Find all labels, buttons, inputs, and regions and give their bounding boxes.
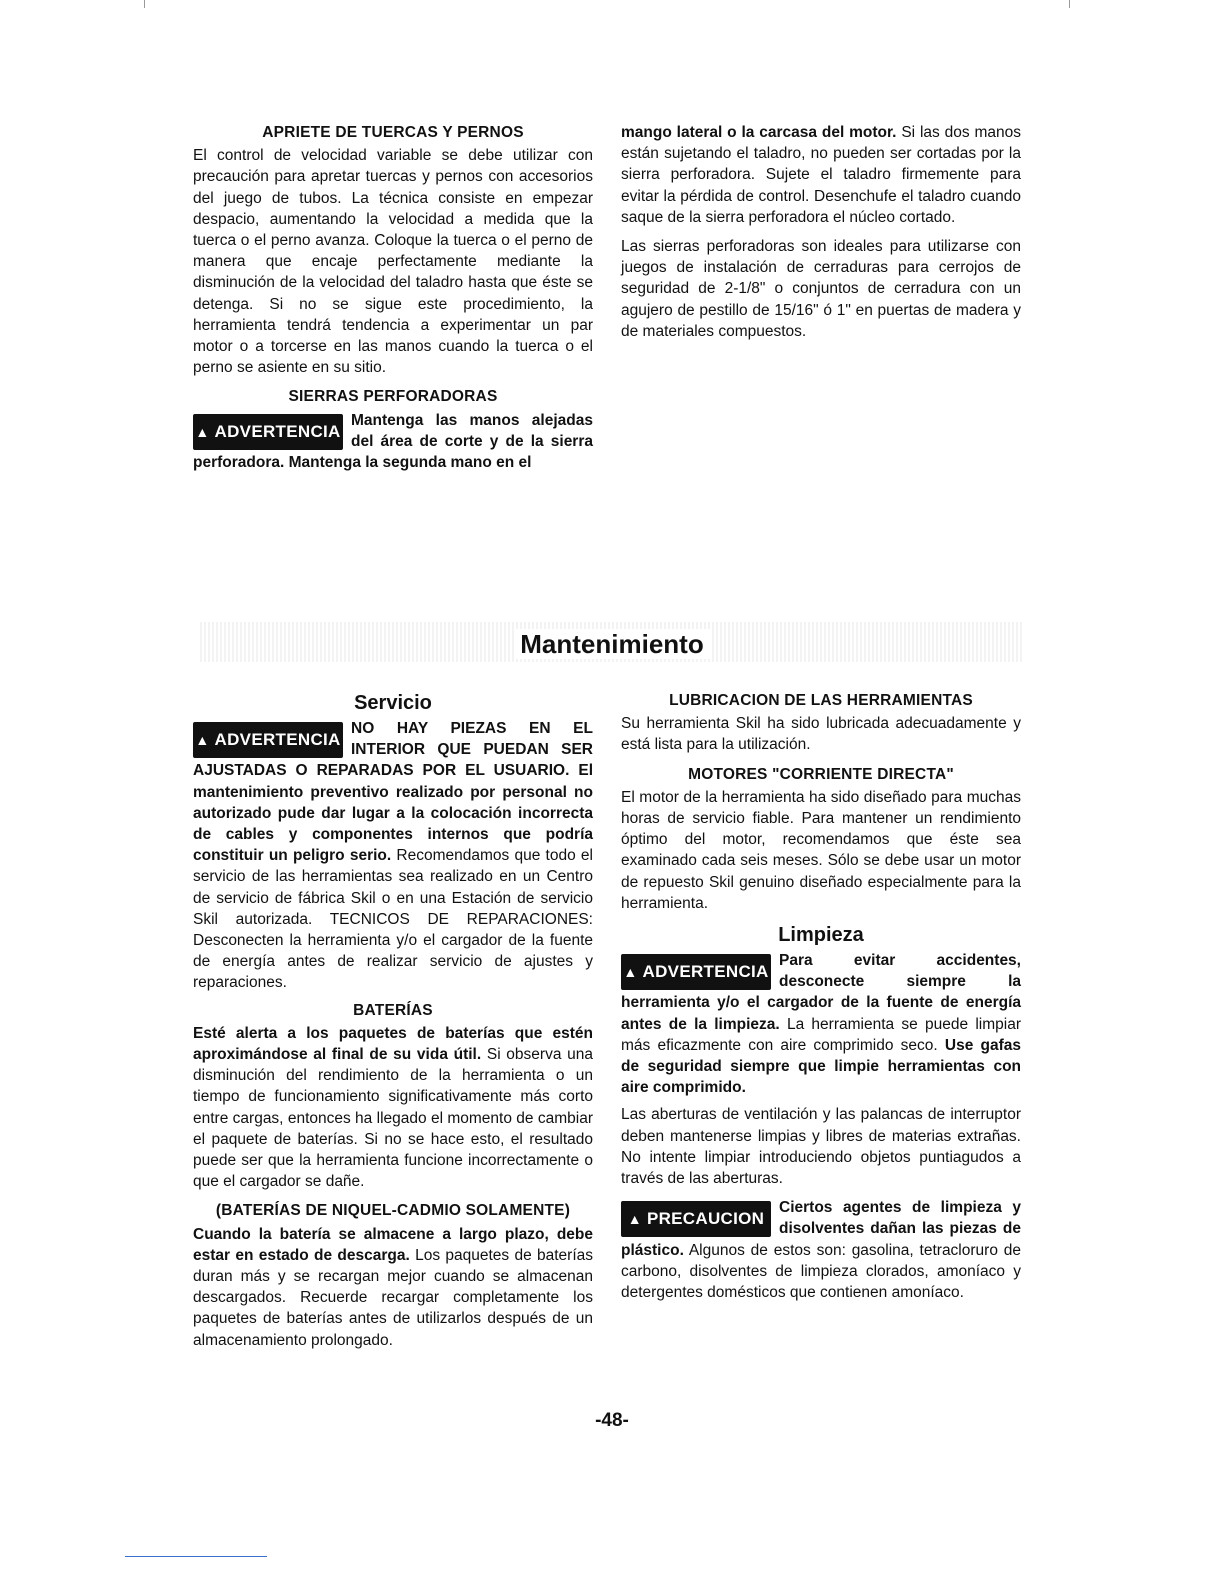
section-title [0, 627, 1224, 661]
heading-sierras: SIERRAS PERFORADORAS [288, 388, 498, 406]
warning-limpieza-bold: Para evitar accidentes, desconecte siempre la herramienta y/o el cargador de la fuente de energía antes de la limpieza. [621, 952, 1021, 1033]
section-title-text: Mantenimiento [514, 629, 709, 659]
bottom-right-column [621, 690, 1021, 1309]
warning-limpieza [621, 950, 1021, 1098]
mango-text: Si las dos manos están sujetando el taladro, no pueden ser cortadas por la sierra perforadora. Sujete el taladro firmemente para evitar la pérdida de control. Desenchufe el taladro cuando saque de la sierra perforadora el núcleo cortado. [621, 124, 1021, 226]
warning-badge [621, 954, 771, 990]
paragraph-lubricacion: Su herramienta Skil ha sido lubricada adecuadamente y está lista para la utilización. [621, 715, 1021, 754]
paragraph-motores: El motor de la herramienta ha sido diseñado para muchas horas de servicio fiable. Para mantener un rendimiento óptimo del motor, recomendamos que éste sea examinado cada seis meses. Sólo se debe usar un motor de repuesto Skil genuino diseñado especialmente para la herramienta. [621, 788, 1021, 912]
footnote-line [125, 1556, 267, 1557]
nicad-text: Los paquetes de baterías duran más y se recargan mejor cuando se almacenan descargados. Recuerde recargar completamente los paquetes de baterías antes de utilizarlos después de un almacenamiento prolongado. [193, 1246, 593, 1349]
paragraph-ventilacion: Las aberturas de ventilación y las palancas de interruptor deben mantenerse limpias y libres de materias extrañas. No intente limpiar introduciendo objetos puntiagudos a través de las aberturas. [621, 1106, 1021, 1188]
heading-apriete: APRIETE DE TUERCAS Y PERNOS [262, 124, 524, 141]
top-right-column [621, 122, 1021, 350]
warning-triangle-icon: ▲ [623, 964, 638, 981]
bottom-left-column [193, 690, 593, 1359]
caution-badge [621, 1201, 771, 1237]
warning-badge-label: ADVERTENCIA [214, 730, 341, 749]
warning-badge [193, 722, 343, 758]
baterias-text: Si observa una disminución del rendimiento de la herramienta o un tiempo de funcionamiento significativamente más corto entre cargas, entonces ha llegado el momento de cambiar el paquete de baterías. Si no se hace esto, el resultado puede ser que la herramienta funcione incorrectamente o que el cargador se dañe. [193, 1046, 593, 1191]
heading-limpieza: Limpieza [778, 924, 864, 947]
heading-motores: MOTORES "CORRIENTE DIRECTA" [688, 765, 954, 783]
nicad-bold: Cuando la batería se almacene a largo plazo, debe estar en estado de descarga. [193, 1225, 593, 1264]
warning-servicio [193, 718, 593, 994]
warning-triangle-icon: ▲ [195, 423, 210, 440]
heading-servicio: Servicio [354, 692, 432, 714]
caution-triangle-icon: ▲ [627, 1211, 642, 1228]
warning-triangle-icon: ▲ [195, 732, 210, 748]
warning-sierras [193, 410, 593, 474]
caution-bold: Ciertos agentes de limpieza y disolventes dañan las piezas de plástico. [621, 1199, 1021, 1259]
top-left-column [193, 122, 593, 479]
heading-lubricacion: LUBRICACION DE LAS HERRAMIENTAS [669, 692, 973, 709]
paragraph-baterias [193, 1023, 593, 1193]
paragraph-nicad [193, 1224, 593, 1351]
warning-sierras-text: Mantenga las manos alejadas del área de corte y de la sierra perforadora. Mantenga la segunda mano en el [193, 411, 593, 472]
paragraph-sierras-ideales: Las sierras perforadoras son ideales para utilizarse con juegos de instalación de cerraduras para cerrojos de seguridad de 2-1/8" o conjuntos de cerradura con un agujero de pestillo de 15/16" ó 1" en puertas de madera y de materiales compuestos. [621, 238, 1021, 340]
mango-bold: mango lateral o la carcasa del motor. [621, 124, 897, 141]
caution-limpieza [621, 1197, 1021, 1303]
heading-baterias: BATERÍAS [353, 1001, 433, 1019]
warning-badge [193, 414, 343, 450]
caution-text: Algunos de estos son: gasolina, tetracloruro de carbono, disolventes de limpieza clorados, amoníaco y detergentes domésticos que contienen amoníaco. [621, 1241, 1021, 1302]
crop-mark-left [144, 0, 145, 8]
crop-mark-right [1069, 0, 1070, 8]
paragraph-apriete: El control de velocidad variable se debe utilizar con precaución para apretar tuercas y pernos con accesorios del juego de tubos. La técnica consiste en empezar despacio, aumentando la velocidad a medida que la tuerca o el perno avanza. Coloque la tuerca o el perno de manera que encaje perfectamente mediante la disminución de la velocidad del taladro hasta que éste se detenga. Si no se sigue este procedimiento, la herramienta tendrá tendencia a experimentar un par motor o a torcerse en las manos cuando la tuerca o el perno se asiente en su sitio. [193, 147, 593, 377]
paragraph-mango [621, 122, 1021, 228]
heading-nicad: (BATERÍAS DE NIQUEL-CADMIO SOLAMENTE) [215, 1202, 571, 1220]
warning-servicio-text: Recomendamos que todo el servicio de las herramientas sea realizado en un Centro de servicio de fábrica Skil o en una Estación de servicio Skil autorizada. TECNICOS DE REPARACIONES: Desconecten la herramienta y/o el cargador de la fuente de energía antes de realizar servicio de ajustes y reparaciones. [193, 847, 593, 992]
warning-badge-label: ADVERTENCIA [642, 962, 769, 982]
caution-badge-label: PRECAUCION [646, 1209, 765, 1229]
warning-limpieza-text: La herramienta se puede limpiar más eficazmente con aire comprimido seco. [621, 1015, 1021, 1054]
warning-limpieza-bold2: Use gafas de seguridad siempre que limpie herramientas con aire comprimido. [621, 1036, 1021, 1097]
warning-badge-label: ADVERTENCIA [214, 421, 341, 441]
page-number: -48- [595, 1410, 629, 1431]
warning-servicio-bold: NO HAY PIEZAS EN EL INTERIOR QUE PUEDAN SER AJUSTADAS O REPARADAS POR EL USUARIO. El mantenimiento preventivo realizado por personal no autorizado pude dar lugar a la colocación incorrecta de cables y componentes internos que podría constituir un peligro serio. [193, 720, 593, 865]
baterias-bold: Esté alerta a los paquetes de baterías que estén aproximándose al final de su vida útil. [193, 1024, 593, 1064]
